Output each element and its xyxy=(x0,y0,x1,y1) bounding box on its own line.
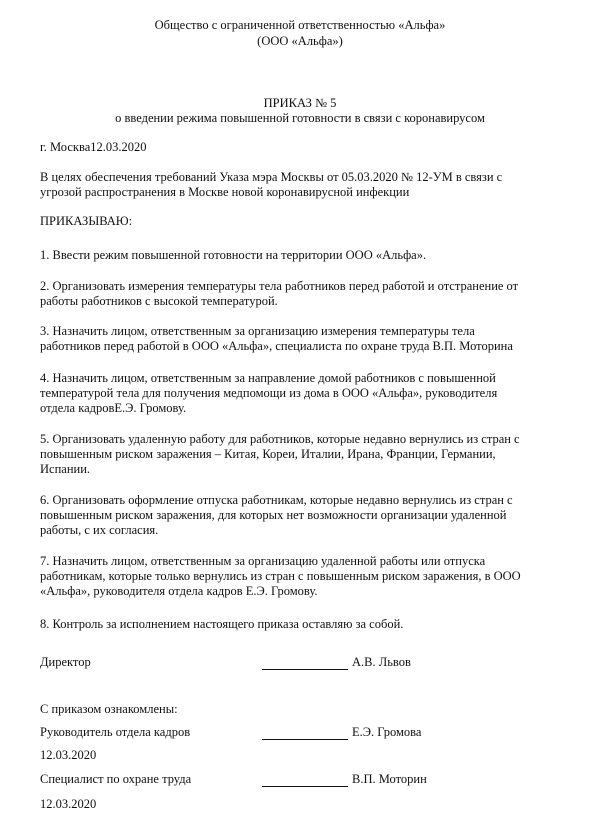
director-name: А.В. Львов xyxy=(352,655,411,669)
list-item-line: 5. Организовать удаленную работу для работников, которые недавно вернулись из стран с xyxy=(40,432,520,446)
hr-name: Е.Э. Громова xyxy=(352,725,422,739)
list-item-line: 3. Назначить лицом, ответственным за организацию измерения температуры тела xyxy=(40,324,475,338)
decree-word: ПРИКАЗЫВАЮ: xyxy=(40,214,133,228)
list-item xyxy=(40,617,560,632)
hr-date: 12.03.2020 xyxy=(40,748,97,762)
preamble xyxy=(40,170,560,200)
director-signature-line xyxy=(262,669,348,670)
preamble-line: В целях обеспечения требований Указа мэра Москвы от 05.03.2020 № 12-УМ в связи с xyxy=(40,170,503,184)
hr-title: Руководитель отдела кадров xyxy=(40,725,191,739)
list-item-line: 6. Организовать оформление отпуска работникам, которые недавно вернулись из стран с xyxy=(40,493,513,507)
list-item-line: отдела кадровЕ.Э. Громову. xyxy=(40,401,187,415)
safety-signature-line xyxy=(262,786,348,787)
list-item xyxy=(40,279,560,309)
list-item xyxy=(40,371,560,416)
director-title: Директор xyxy=(40,655,91,669)
org-full-name: Общество с ограниченной ответственностью «Альфа» xyxy=(154,18,446,32)
safety-name: В.П. Моторин xyxy=(352,772,427,786)
list-item xyxy=(40,432,560,477)
list-item-line: 2. Организовать измерения температуры тела работников перед работой и отстранение от xyxy=(40,279,519,293)
list-item xyxy=(40,554,560,599)
list-item-line: работы, с их согласия. xyxy=(40,523,159,537)
list-item xyxy=(40,324,560,354)
preamble-line: угрозой распространения в Москве новой коронавирусной инфекции xyxy=(40,185,410,199)
org-short-name: (ООО «Альфа») xyxy=(257,34,343,48)
list-item-line: температурой тела для получения медпомощи из дома в ООО «Альфа», руководителя xyxy=(40,386,498,400)
list-item-line: повышенным риском заражения – Китая, Кореи, Италии, Ирана, Франции, Германии, xyxy=(40,447,496,461)
list-item-line: 1. Ввести режим повышенной готовности на территории ООО «Альфа». xyxy=(40,248,427,262)
list-item xyxy=(40,493,560,538)
hr-signature-line xyxy=(262,739,348,740)
list-item-line: 7. Назначить лицом, ответственным за организацию удаленной работы или отпуска xyxy=(40,554,486,568)
list-item-line: повышенным риском заражения, для которых нет возможности организации удаленной xyxy=(40,508,507,522)
list-item-line: работникам, которые только вернулись из стран с повышенным риском заражения, в ООО xyxy=(40,569,521,583)
safety-date: 12.03.2020 xyxy=(40,797,97,811)
place-date: г. Москва12.03.2020 xyxy=(40,140,147,154)
list-item xyxy=(40,248,560,263)
list-item-line: 8. Контроль за исполнением настоящего приказа оставляю за собой. xyxy=(40,617,404,631)
order-title: ПРИКАЗ № 5 xyxy=(263,96,337,110)
safety-title: Специалист по охране труда xyxy=(40,772,192,786)
order-subject: о введении режима повышенной готовности в связи с коронавирусом xyxy=(115,111,485,125)
list-item-line: «Альфа», руководителя отдела кадров Е.Э. Громову. xyxy=(40,584,318,598)
list-item-line: работы работников с высокой температурой. xyxy=(40,294,278,308)
list-item-line: работников перед работой в ООО «Альфа», специалиста по охране труда В.П. Моторина xyxy=(40,339,513,353)
list-item-line: 4. Назначить лицом, ответственным за направление домой работников с повышенной xyxy=(40,371,496,385)
acquainted-heading: С приказом ознакомлены: xyxy=(40,702,178,716)
list-item-line: Испании. xyxy=(40,462,91,476)
